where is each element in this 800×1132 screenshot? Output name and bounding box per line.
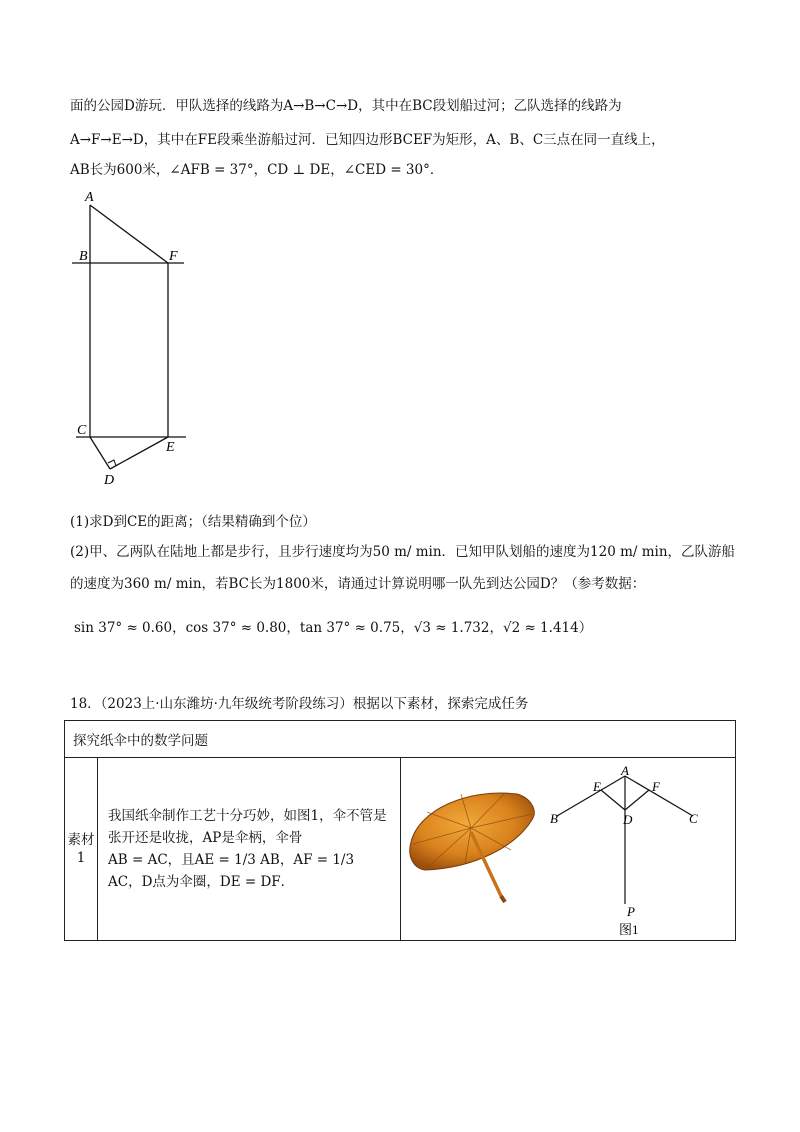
material-text-1: 我国纸伞制作工艺十分巧妙，如图1，伞不管是张开还是收拢，AP是伞柄，伞骨 <box>108 808 387 846</box>
geo-label-B: B <box>550 811 558 826</box>
geo-label-D: D <box>623 812 633 827</box>
rectangle-river-figure <box>60 185 200 490</box>
label-B: B <box>79 249 88 264</box>
figure-caption: 图1 <box>619 922 639 937</box>
p17-reference-data: sin 37° ≈ 0.60，cos 37° ≈ 0.80，tan 37° ≈ 0.75，√3 ≈ 1.732，√2 ≈ 1.414） <box>74 620 593 636</box>
geo-label-P: P <box>627 904 635 919</box>
p17-question-2-line1: (2)甲、乙两队在陆地上都是步行，且步行速度均为50 m/ min．已知甲队划船的速度为120 m/ min，乙队游船 <box>70 544 736 560</box>
material-table <box>64 720 736 941</box>
label-C: C <box>77 423 87 438</box>
material-figure-cell <box>401 758 736 941</box>
p17-question-1: (1)求D到CE的距离；（结果精确到个位） <box>70 514 316 530</box>
table-title: 探究纸伞中的数学问题 <box>65 721 736 758</box>
p17-line2: A→F→E→D，其中在FE段乘坐游船过河．已知四边形BCEF为矩形，A、B、C三点在同一直线上， <box>70 132 665 148</box>
p17-line3: AB长为600米，∠AFB = 37°，CD ⊥ DE，∠CED = 30°． <box>70 162 444 178</box>
geo-label-C: C <box>689 811 698 826</box>
material-text-2: AB = AC，且AE = 1/3 AB，AF = 1/3 AC，D点为伞圈，DE = DF． <box>108 852 355 890</box>
material-label: 素材1 <box>65 758 98 941</box>
p18-header: 18．（2023上·山东潍坊·九年级统考阶段练习）根据以下素材，探索完成任务 <box>70 696 529 712</box>
umbrella-geometry-figure <box>550 763 701 937</box>
p17-line1: 面的公园D游玩．甲队选择的线路为A→B→C→D，其中在BC段划船过河；乙队选择的线路为 <box>70 98 622 114</box>
label-E: E <box>166 440 175 455</box>
paper-umbrella-image <box>405 784 541 904</box>
label-F: F <box>169 249 178 264</box>
geo-label-F: F <box>652 779 660 794</box>
geo-label-E: E <box>593 779 601 794</box>
label-A: A <box>85 190 94 205</box>
material-description <box>98 758 401 941</box>
label-D: D <box>104 473 115 488</box>
geo-label-A: A <box>621 763 629 778</box>
p17-question-2-line2: 的速度为360 m/ min，若BC长为1800米，请通过计算说明哪一队先到达公园D？（参考数据： <box>70 576 646 592</box>
